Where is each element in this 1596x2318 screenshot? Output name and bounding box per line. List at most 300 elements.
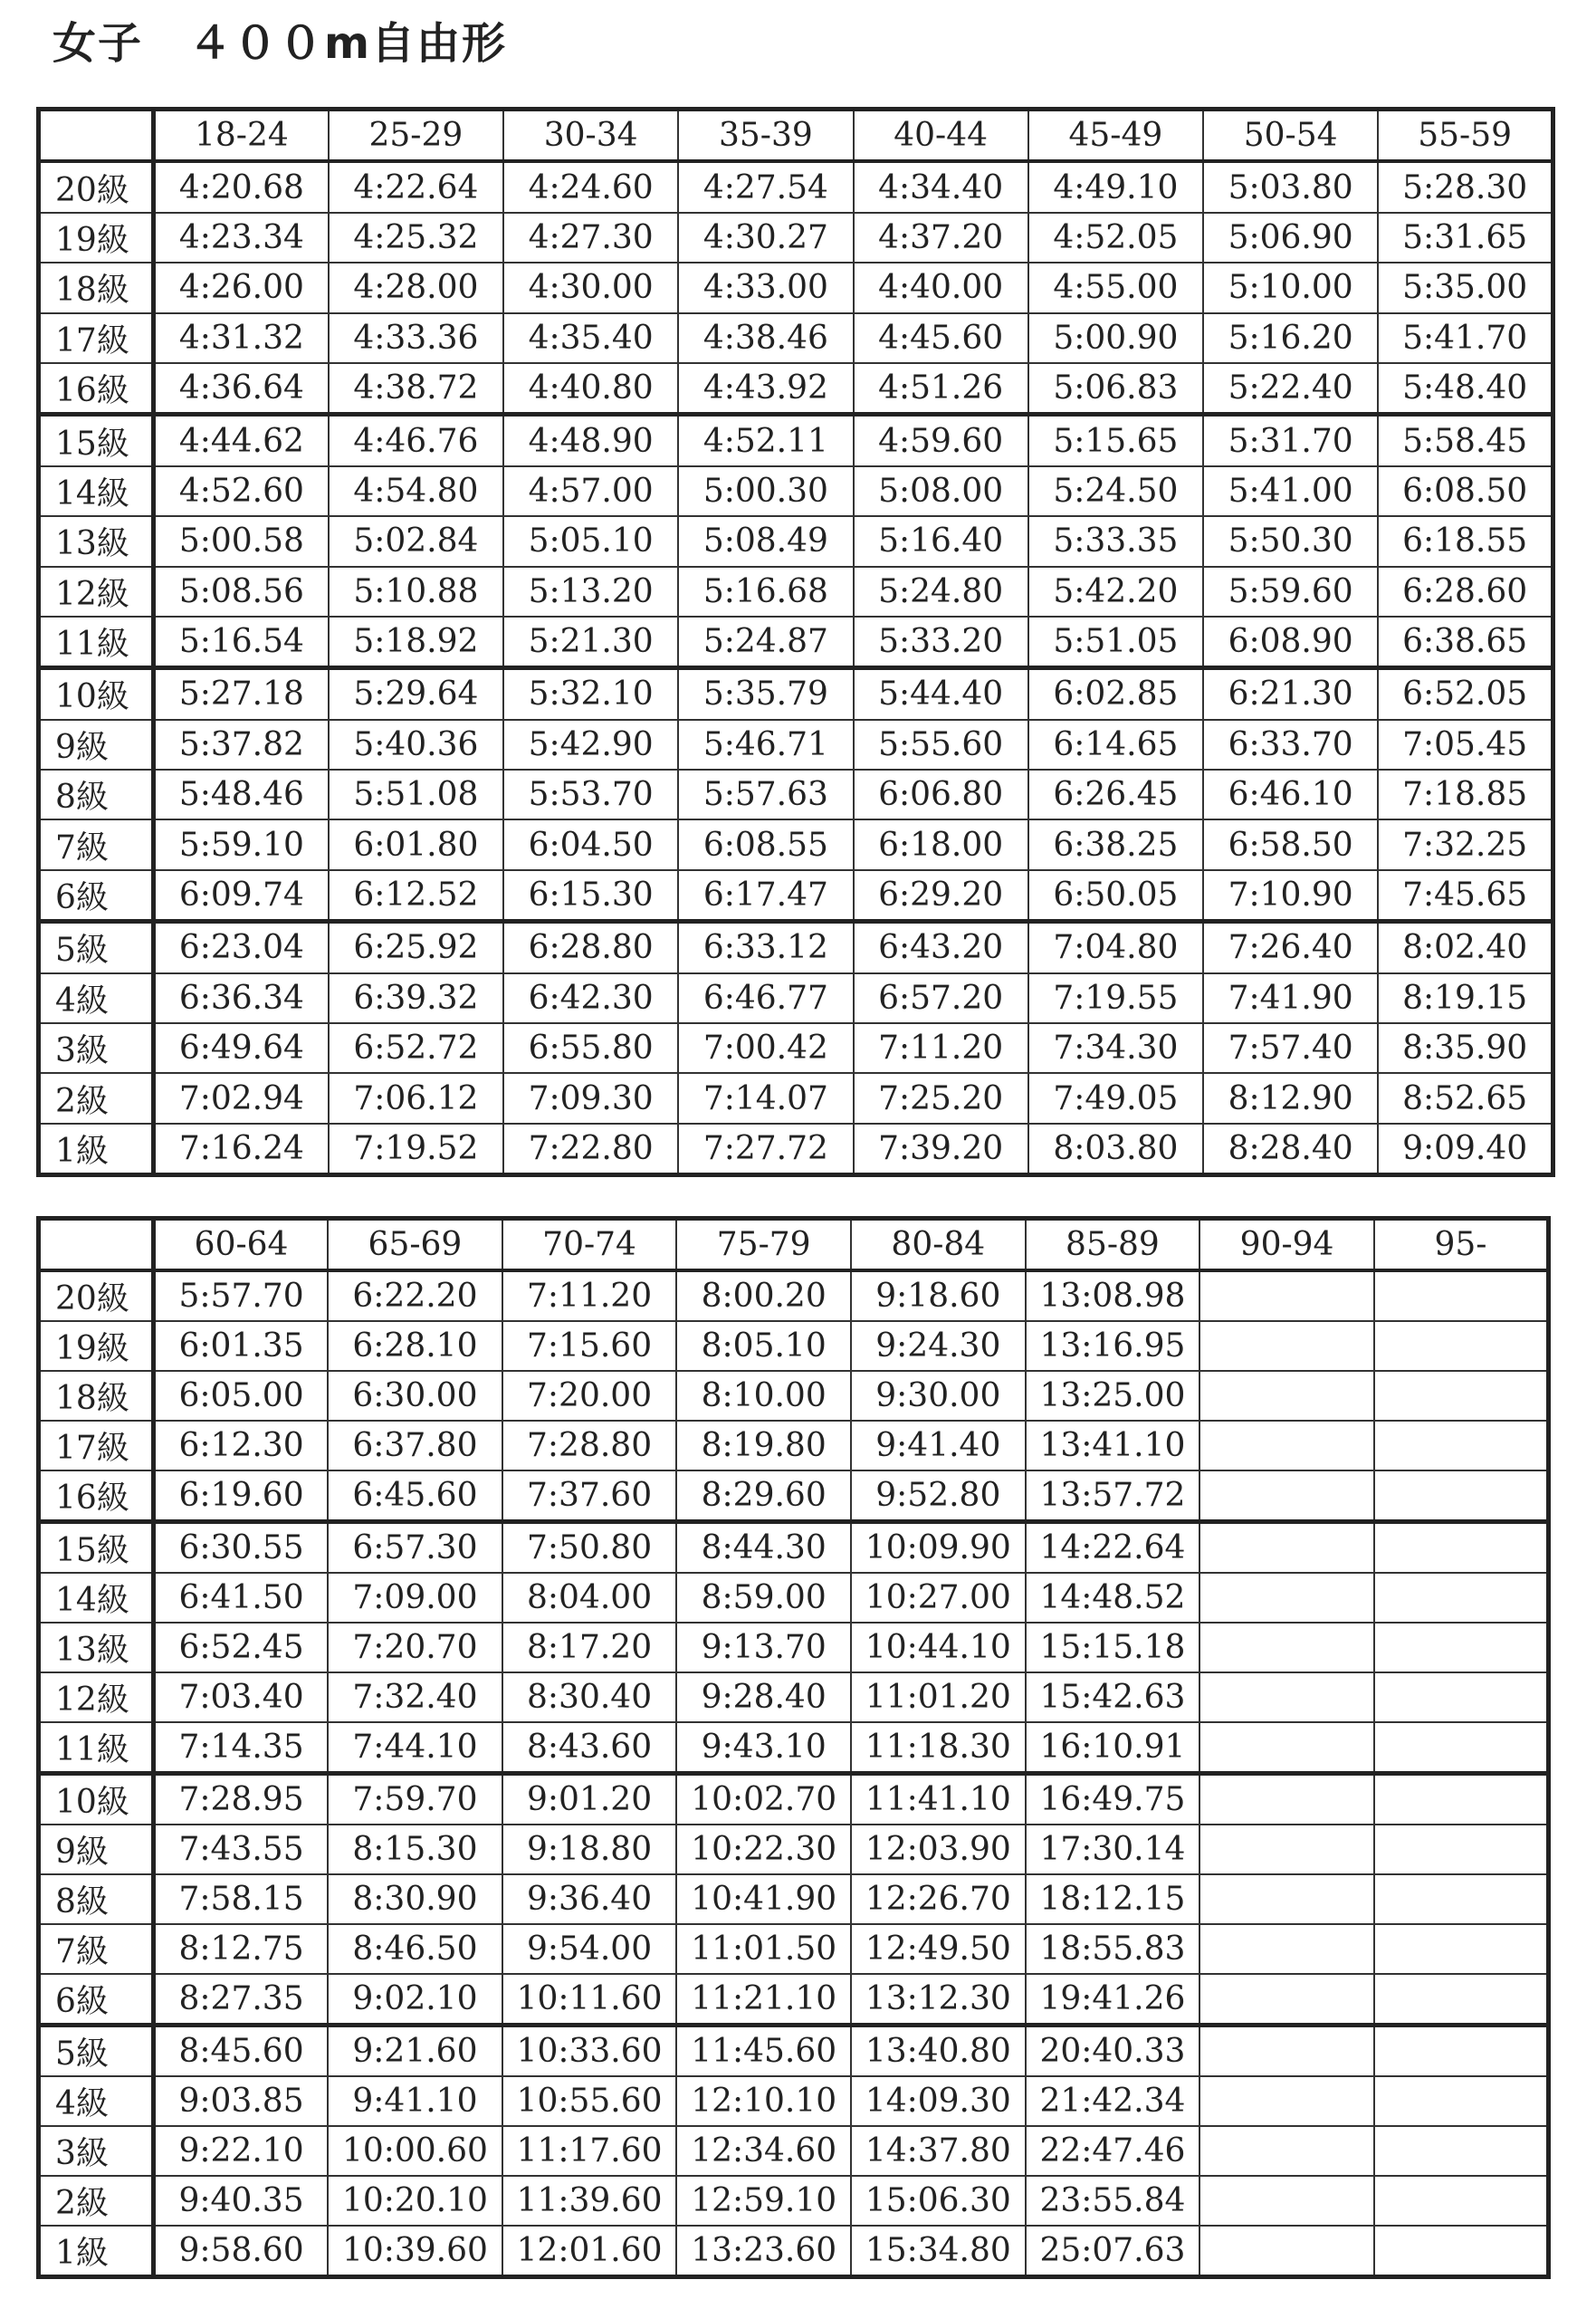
time-cell: 7:49.05 [1028,1073,1203,1123]
time-cell: 15:34.80 [851,2226,1026,2277]
time-cell: 5:42.20 [1028,567,1203,617]
grade-label: 13級 [39,516,154,566]
time-cell: 5:24.87 [678,617,853,668]
grade-label: 6級 [39,1974,154,2026]
time-cell: 7:19.52 [329,1124,503,1175]
time-cell: 9:02.10 [328,1974,502,2026]
time-cell: 5:00.58 [154,516,329,566]
time-cell: 5:46.71 [678,720,853,770]
time-cell: 13:57.72 [1026,1470,1200,1522]
time-cell: 12:34.60 [676,2126,851,2176]
time-cell: 7:43.55 [154,1825,329,1874]
table-row [39,1623,1549,1672]
time-cell [1374,1672,1549,1722]
time-cell [1374,1623,1549,1672]
table-row [39,1470,1549,1522]
time-cell: 5:06.83 [1028,363,1203,415]
time-cell: 7:39.20 [854,1124,1028,1175]
time-cell: 5:50.30 [1203,516,1378,566]
time-cell: 7:09.30 [503,1073,678,1123]
time-cell [1199,2026,1374,2077]
time-cell: 21:42.34 [1026,2076,1200,2126]
grade-label: 4級 [39,2076,154,2126]
time-cell [1374,1924,1549,1974]
time-cell: 9:40.35 [154,2176,329,2226]
table-row [39,2076,1549,2126]
time-cell [1199,1874,1374,1924]
grade-label: 18級 [39,1371,154,1421]
time-cell: 7:44.10 [328,1722,502,1774]
time-cell: 22:47.46 [1026,2126,1200,2176]
time-cell: 11:01.50 [676,1924,851,1974]
time-cell [1374,1974,1549,2026]
time-cell: 8:28.40 [1203,1124,1378,1175]
grade-label: 15級 [39,1522,154,1574]
time-cell: 4:25.32 [329,213,503,263]
age-group-header: 65-69 [328,1219,502,1271]
time-cell: 5:08.49 [678,516,853,566]
time-cell: 9:30.00 [851,1371,1026,1421]
table-row [39,973,1553,1023]
time-cell: 7:04.80 [1028,922,1203,973]
time-cell: 10:11.60 [502,1974,677,2026]
time-cell: 6:28.80 [503,922,678,973]
time-cell: 7:14.35 [154,1722,329,1774]
time-cell: 5:37.82 [154,720,329,770]
time-cell [1374,2176,1549,2226]
time-cell: 8:00.20 [676,1270,851,1321]
grade-label: 14級 [39,466,154,516]
grade-label: 3級 [39,2126,154,2176]
time-cell: 7:32.25 [1378,819,1553,869]
grade-label: 10級 [39,668,154,720]
table-row [39,516,1553,566]
time-cell: 14:09.30 [851,2076,1026,2126]
time-cell: 6:22.20 [328,1270,502,1321]
time-cell: 14:48.52 [1026,1573,1200,1623]
age-group-header: 25-29 [329,110,503,162]
grade-label: 3級 [39,1023,154,1073]
time-cell: 5:08.00 [854,466,1028,516]
time-cell: 11:41.10 [851,1774,1026,1825]
time-cell: 6:52.05 [1378,668,1553,720]
time-cell: 10:22.30 [676,1825,851,1874]
time-cell: 13:25.00 [1026,1371,1200,1421]
time-cell: 9:09.40 [1378,1124,1553,1175]
table-row [39,1023,1553,1073]
time-cell: 7:25.20 [854,1073,1028,1123]
time-cell [1199,1623,1374,1672]
time-cell: 5:35.00 [1378,263,1553,312]
time-cell: 11:01.20 [851,1672,1026,1722]
time-cell: 8:43.60 [502,1722,677,1774]
time-cell: 4:20.68 [154,161,329,212]
grade-label: 8級 [39,770,154,819]
time-cell: 11:21.10 [676,1974,851,2026]
age-group-header: 90-94 [1199,1219,1374,1271]
time-cell: 20:40.33 [1026,2026,1200,2077]
time-cell [1199,1371,1374,1421]
time-cell: 7:19.55 [1028,973,1203,1023]
grade-label: 5級 [39,2026,154,2077]
time-cell: 5:10.88 [329,567,503,617]
time-cell: 6:18.00 [854,819,1028,869]
time-cell: 8:12.75 [154,1924,329,1974]
grade-label: 20級 [39,1270,154,1321]
time-cell: 5:51.05 [1028,617,1203,668]
time-cell: 7:57.40 [1203,1023,1378,1073]
time-cell: 5:16.40 [854,516,1028,566]
time-cell: 10:27.00 [851,1573,1026,1623]
time-cell [1199,1321,1374,1371]
time-cell: 4:30.00 [503,263,678,312]
time-cell: 7:11.20 [854,1023,1028,1073]
time-cell: 7:26.40 [1203,922,1378,973]
time-cell: 9:58.60 [154,2226,329,2277]
time-cell: 5:33.35 [1028,516,1203,566]
time-cell: 5:53.70 [503,770,678,819]
time-cell: 5:13.20 [503,567,678,617]
time-cell: 7:10.90 [1203,870,1378,922]
time-cell: 7:00.42 [678,1023,853,1073]
time-cell: 4:31.32 [154,313,329,363]
time-cell [1199,1774,1374,1825]
age-group-header: 50-54 [1203,110,1378,162]
table-row [39,1573,1549,1623]
time-cell [1374,1874,1549,1924]
time-cell: 9:18.60 [851,1270,1026,1321]
time-cell: 9:36.40 [502,1874,677,1924]
time-cell: 9:03.85 [154,2076,329,2126]
grade-label: 9級 [39,720,154,770]
time-cell: 7:28.95 [154,1774,329,1825]
time-cell: 5:06.90 [1203,213,1378,263]
time-cell: 5:41.70 [1378,313,1553,363]
time-cell: 7:02.94 [154,1073,329,1123]
time-cell: 5:42.90 [503,720,678,770]
time-cell: 6:55.80 [503,1023,678,1073]
grade-label: 2級 [39,1073,154,1123]
time-cell: 4:49.10 [1028,161,1203,212]
time-cell: 6:02.85 [1028,668,1203,720]
age-group-header: 45-49 [1028,110,1203,162]
time-cell: 5:00.90 [1028,313,1203,363]
time-cell [1199,1470,1374,1522]
grade-label: 20級 [39,161,154,212]
time-cell [1199,2076,1374,2126]
time-cell: 6:08.90 [1203,617,1378,668]
time-cell: 5:40.36 [329,720,503,770]
time-cell: 4:52.05 [1028,213,1203,263]
time-cell: 4:54.80 [329,466,503,516]
time-cell [1374,1470,1549,1522]
time-cell: 7:09.00 [328,1573,502,1623]
time-cell: 5:05.10 [503,516,678,566]
grade-label: 19級 [39,213,154,263]
time-cell: 8:10.00 [676,1371,851,1421]
time-cell: 5:08.56 [154,567,329,617]
time-cell [1374,1722,1549,1774]
time-cell: 4:33.36 [329,313,503,363]
age-group-header: 55-59 [1378,110,1553,162]
age-group-header: 35-39 [678,110,853,162]
time-cell [1199,1974,1374,2026]
time-cell: 7:20.70 [328,1623,502,1672]
time-cell: 7:34.30 [1028,1023,1203,1073]
time-cell: 4:57.00 [503,466,678,516]
time-cell: 6:52.45 [154,1623,329,1672]
time-cell: 4:40.00 [854,263,1028,312]
time-cell: 8:27.35 [154,1974,329,2026]
time-cell [1374,1321,1549,1371]
time-cell: 8:46.50 [328,1924,502,1974]
time-cell: 10:20.10 [328,2176,502,2226]
time-cell: 15:06.30 [851,2176,1026,2226]
time-cell: 4:22.64 [329,161,503,212]
time-cell: 5:00.30 [678,466,853,516]
time-cell: 7:32.40 [328,1672,502,1722]
time-cell [1374,1522,1549,1574]
time-cell: 5:57.70 [154,1270,329,1321]
age-group-header: 95- [1374,1219,1549,1271]
grade-label: 2級 [39,2176,154,2226]
time-cell: 13:08.98 [1026,1270,1200,1321]
time-cell: 12:03.90 [851,1825,1026,1874]
time-cell [1374,2076,1549,2126]
time-cell: 14:22.64 [1026,1522,1200,1574]
grade-label: 1級 [39,2226,154,2277]
time-cell [1374,1421,1549,1470]
time-cell: 9:28.40 [676,1672,851,1722]
time-cell: 4:38.46 [678,313,853,363]
time-cell: 7:06.12 [329,1073,503,1123]
table-row [39,819,1553,869]
time-cell: 6:42.30 [503,973,678,1023]
time-cell: 8:59.00 [676,1573,851,1623]
time-cell [1374,1573,1549,1623]
time-cell: 4:27.30 [503,213,678,263]
time-cell: 8:35.90 [1378,1023,1553,1073]
age-group-header: 70-74 [502,1219,677,1271]
time-cell: 4:23.34 [154,213,329,263]
time-cell: 13:40.80 [851,2026,1026,2077]
time-cell: 6:45.60 [328,1470,502,1522]
grade-label: 12級 [39,1672,154,1722]
time-cell: 6:38.25 [1028,819,1203,869]
table-row [39,1371,1549,1421]
time-cell: 4:52.60 [154,466,329,516]
time-cell: 6:58.50 [1203,819,1378,869]
time-cell: 5:29.64 [329,668,503,720]
time-cell: 8:30.90 [328,1874,502,1924]
time-cell: 6:14.65 [1028,720,1203,770]
time-cell: 6:46.10 [1203,770,1378,819]
time-cell [1199,2226,1374,2277]
time-cell: 4:48.90 [503,415,678,466]
time-cell: 6:04.50 [503,819,678,869]
time-cell [1199,1825,1374,1874]
time-cell: 5:27.18 [154,668,329,720]
table-row [39,213,1553,263]
time-cell: 4:40.80 [503,363,678,415]
time-cell: 4:45.60 [854,313,1028,363]
grade-label: 1級 [39,1124,154,1175]
table-row [39,2226,1549,2277]
time-cell: 6:05.00 [154,1371,329,1421]
grade-label: 12級 [39,567,154,617]
table-row [39,1672,1549,1722]
time-cell: 6:49.64 [154,1023,329,1073]
time-cell: 14:37.80 [851,2126,1026,2176]
time-cell: 4:37.20 [854,213,1028,263]
time-cell: 4:27.54 [678,161,853,212]
grade-label: 15級 [39,415,154,466]
time-cell [1199,1522,1374,1574]
time-cell: 7:14.07 [678,1073,853,1123]
time-cell: 5:24.80 [854,567,1028,617]
time-cell: 5:15.65 [1028,415,1203,466]
time-cell: 6:43.20 [854,922,1028,973]
time-cell: 12:59.10 [676,2176,851,2226]
time-cell: 11:45.60 [676,2026,851,2077]
time-cell: 4:34.40 [854,161,1028,212]
time-cell: 4:24.60 [503,161,678,212]
time-cell: 4:30.27 [678,213,853,263]
grade-label: 5級 [39,922,154,973]
time-cell: 12:49.50 [851,1924,1026,1974]
table-row [39,1321,1549,1371]
time-cell: 5:16.68 [678,567,853,617]
grade-label: 18級 [39,263,154,312]
time-cell: 5:48.40 [1378,363,1553,415]
time-cell: 12:10.10 [676,2076,851,2126]
grade-label: 14級 [39,1573,154,1623]
table-row [39,1924,1549,1974]
table-row [39,1825,1549,1874]
grade-label: 11級 [39,1722,154,1774]
time-cell: 8:04.00 [502,1573,677,1623]
time-cell: 13:12.30 [851,1974,1026,2026]
time-cell: 7:41.90 [1203,973,1378,1023]
time-cell: 6:18.55 [1378,516,1553,566]
time-cell: 4:52.11 [678,415,853,466]
age-group-header: 60-64 [154,1219,329,1271]
time-cell: 5:48.46 [154,770,329,819]
time-cell: 16:10.91 [1026,1722,1200,1774]
time-cell [1199,1672,1374,1722]
time-cell: 17:30.14 [1026,1825,1200,1874]
time-cell: 6:50.05 [1028,870,1203,922]
header-row [39,1219,1549,1271]
time-cell: 19:41.26 [1026,1974,1200,2026]
corner-cell [39,110,154,162]
time-cell: 5:55.60 [854,720,1028,770]
time-cell: 4:59.60 [854,415,1028,466]
time-cell: 5:18.92 [329,617,503,668]
page-title: 女子 ４００m自由形 [53,18,508,69]
time-cell: 5:32.10 [503,668,678,720]
time-cell: 10:55.60 [502,2076,677,2126]
time-cell: 12:26.70 [851,1874,1026,1924]
time-cell: 9:22.10 [154,2126,329,2176]
time-cell: 6:25.92 [329,922,503,973]
time-cell: 9:18.80 [502,1825,677,1874]
table-row [39,922,1553,973]
time-cell: 6:01.80 [329,819,503,869]
table-row [39,466,1553,516]
time-cell: 7:18.85 [1378,770,1553,819]
time-cell: 5:28.30 [1378,161,1553,212]
time-cell: 6:21.30 [1203,668,1378,720]
time-cell [1199,2126,1374,2176]
time-cell: 7:22.80 [503,1124,678,1175]
time-cell: 6:15.30 [503,870,678,922]
time-cell: 5:24.50 [1028,466,1203,516]
time-cell: 6:30.00 [328,1371,502,1421]
time-cell: 10:00.60 [328,2126,502,2176]
time-cell: 6:06.80 [854,770,1028,819]
table-row [39,668,1553,720]
header-row [39,110,1553,162]
time-cell: 6:01.35 [154,1321,329,1371]
time-cell: 8:12.90 [1203,1073,1378,1123]
time-cell: 5:58.45 [1378,415,1553,466]
time-cell: 5:10.00 [1203,263,1378,312]
time-cell: 6:09.74 [154,870,329,922]
table-row [39,617,1553,668]
time-cell [1374,2226,1549,2277]
grade-label: 19級 [39,1321,154,1371]
time-cell: 18:55.83 [1026,1924,1200,1974]
time-cell: 6:57.30 [328,1522,502,1574]
time-cell: 9:13.70 [676,1623,851,1672]
table-row [39,1421,1549,1470]
time-cell: 6:52.72 [329,1023,503,1073]
grade-label: 7級 [39,819,154,869]
time-cell [1374,2126,1549,2176]
time-cell: 5:03.80 [1203,161,1378,212]
time-cell: 5:57.63 [678,770,853,819]
grade-label: 16級 [39,363,154,415]
time-cell: 7:58.15 [154,1874,329,1924]
table-row [39,1874,1549,1924]
table-row [39,870,1553,922]
time-cell: 10:09.90 [851,1522,1026,1574]
time-cell: 9:41.40 [851,1421,1026,1470]
time-cell: 5:31.70 [1203,415,1378,466]
time-cell: 6:12.30 [154,1421,329,1470]
time-cell: 4:36.64 [154,363,329,415]
table-row [39,415,1553,466]
table-row [39,2026,1549,2077]
time-cell: 6:12.52 [329,870,503,922]
time-cell: 6:39.32 [329,973,503,1023]
time-cell: 5:59.10 [154,819,329,869]
time-cell: 4:28.00 [329,263,503,312]
age-group-header: 85-89 [1026,1219,1200,1271]
time-cell [1199,2176,1374,2226]
grade-label: 9級 [39,1825,154,1874]
time-cell [1374,1825,1549,1874]
table-row [39,1722,1549,1774]
time-cell: 4:44.62 [154,415,329,466]
time-cell: 10:39.60 [328,2226,502,2277]
time-cell: 4:43.92 [678,363,853,415]
time-cell: 6:57.20 [854,973,1028,1023]
grade-label: 17級 [39,1421,154,1470]
time-cell: 8:15.30 [328,1825,502,1874]
table-row [39,1124,1553,1175]
